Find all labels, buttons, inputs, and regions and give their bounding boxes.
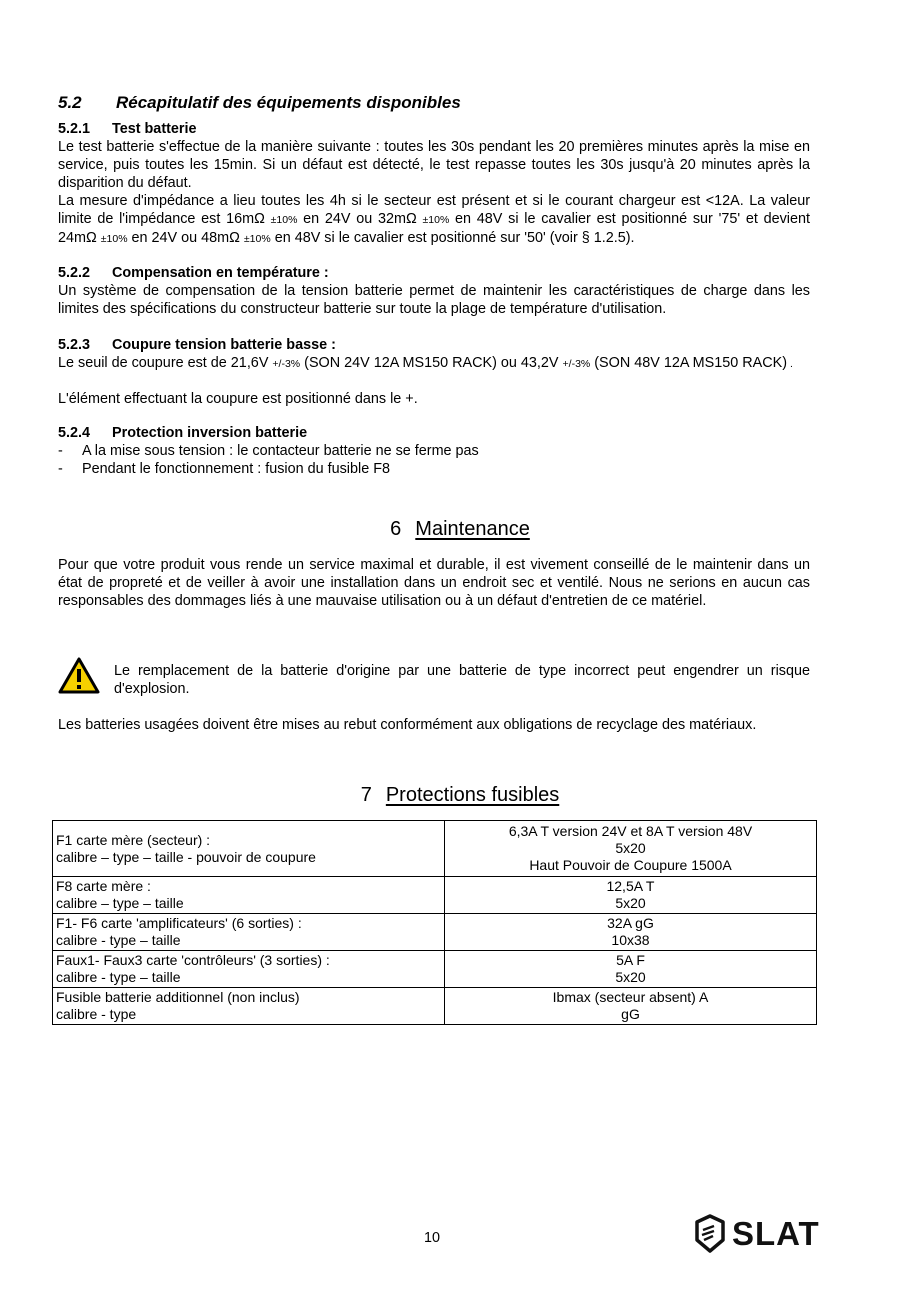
tolerance: ±10% [270, 214, 298, 226]
heading-5-2-1 [58, 120, 197, 138]
heading-number: 5.2.1 [58, 121, 91, 137]
text: La mesure d'impédance a lieu toutes les 4h si le secteur est présent et si le courant chargeur est <12A. La valeur limite de l'impédance est 16mΩ [58, 193, 810, 227]
fuse-description [53, 877, 445, 914]
text: en 48V si le cavalier est positionné sur '75' et devient 24mΩ [58, 211, 810, 246]
warning-text: Le remplacement de la batterie d'origine par une batterie de type incorrect peut engendrer un risque d'explosion. [114, 663, 810, 697]
logo-text: SLAT [732, 1215, 820, 1252]
table-row [53, 821, 817, 877]
text: Ibmax (secteur absent) A [552, 989, 709, 1005]
coupure-paragraph [58, 354, 810, 373]
section-number: 7 [360, 784, 372, 806]
impedance-paragraph [58, 192, 810, 248]
text: . [787, 358, 793, 370]
list-item: - Pendant le fonctionnement : fusion du fusible F8 [0, 460, 820, 478]
section-number: 5.2 [58, 93, 82, 112]
text: 5x20 [615, 895, 646, 911]
text: (SON 48V 12A MS150 RACK) [590, 355, 788, 371]
section-heading-7 [0, 786, 920, 804]
page-number: 10 [423, 1230, 440, 1246]
fuse-spec [445, 877, 817, 914]
text: Faux1- Faux3 carte 'contrôleurs' (3 sorties) : [56, 952, 330, 968]
tolerance: ±10% [422, 214, 450, 226]
text: en 48V si le cavalier est positionné sur '50' (voir § 1.2.5). [270, 230, 635, 246]
text: (SON 24V 12A MS150 RACK) ou 43,2V [300, 355, 563, 371]
coupure-note: L'élément effectuant la coupure est positionné dans le +. [58, 391, 418, 407]
test-batterie-paragraph: Le test batterie s'effectue de la manière suivante : toutes les 30s pendant les 20 premières minutes après la mise en service, puis toutes les 15min. Si un défaut est détecté, le test repasse toutes les 30s jusqu'à 20 minutes après la disparition du défaut. [58, 139, 810, 191]
section-heading-6 [0, 520, 920, 538]
text: en 24V ou 32mΩ [297, 211, 423, 227]
shield-icon [694, 1214, 726, 1254]
text: calibre – type – taille [56, 895, 184, 911]
heading-5-2-2 [58, 264, 329, 282]
text: calibre - type – taille [56, 969, 181, 985]
text: calibre - type – taille [56, 932, 181, 948]
text: 32A gG [607, 915, 654, 931]
tolerance: +/-3% [272, 358, 301, 370]
section-title: Récapitulatif des équipements disponibles [116, 93, 461, 112]
heading-title: Protection inversion batterie [112, 425, 308, 441]
heading-title: Test batterie [112, 121, 197, 137]
fuse-description [53, 951, 445, 988]
text: en 24V ou 48mΩ [127, 230, 244, 246]
compensation-paragraph: Un système de compensation de la tension batterie permet de maintenir les caractéristiques de charge dans les limites des spécifications du constructeur batterie sur toute la plage de température d'utilisation. [58, 283, 810, 317]
fuse-spec [445, 988, 817, 1025]
text: 5x20 [615, 969, 646, 985]
tolerance: ±10% [243, 233, 271, 245]
text: Fusible batterie additionnel (non inclus) [56, 989, 300, 1005]
text: 12,5A T [606, 878, 655, 894]
text: 5x20 [615, 840, 646, 856]
text: calibre - type [56, 1006, 137, 1022]
fuse-description [53, 988, 445, 1025]
fuse-spec [445, 951, 817, 988]
heading-number: 5.2.3 [58, 337, 91, 353]
text: 5A F [616, 952, 645, 968]
heading-number: 5.2.4 [58, 425, 91, 441]
table-row [53, 877, 817, 914]
tolerance: ±10% [100, 233, 128, 245]
fuse-spec [445, 821, 817, 877]
text: F1 carte mère (secteur) : [56, 831, 211, 848]
section-number: 6 [390, 518, 402, 540]
heading-number: 5.2.2 [58, 265, 91, 281]
section-title: Maintenance [415, 518, 530, 540]
text: F8 carte mère : [56, 878, 151, 894]
tolerance: +/-3% [562, 358, 591, 370]
table-row [53, 951, 817, 988]
text: Haut Pouvoir de Coupure 1500A [529, 857, 732, 873]
text: 6,3A T version 24V et 8A T version 48V [508, 823, 753, 839]
slat-logo [694, 1214, 820, 1254]
fuse-description [53, 914, 445, 951]
list-item: - A la mise sous tension : le contacteur batterie ne se ferme pas [0, 442, 820, 460]
section-heading-5-2 [58, 94, 461, 112]
warning-icon [58, 657, 100, 695]
heading-title: Coupure tension batterie basse : [112, 337, 336, 353]
text: gG [621, 1006, 640, 1022]
text: calibre – type – taille - pouvoir de coupure [56, 848, 316, 865]
fuse-description [53, 821, 445, 877]
text: Le seuil de coupure est de 21,6V [58, 355, 273, 371]
text: 10x38 [611, 932, 650, 948]
section-title: Protections fusibles [385, 784, 560, 806]
maintenance-paragraph: Pour que votre produit vous rende un service maximal et durable, il est vivement conseillé de le maintenir dans un état de propreté et de veiller à avoir une installation dans un endroit sec et ventilé. Nous ne serions en aucun cas responsables des dommages liés à une mauvaise utilisation ou à un défaut d'entretien de ce matériel. [58, 557, 810, 609]
heading-5-2-4 [58, 424, 307, 442]
text: F1- F6 carte 'amplificateurs' (6 sorties) : [56, 915, 302, 931]
fuse-table [52, 820, 817, 1025]
heading-title: Compensation en température : [112, 265, 329, 281]
fuse-spec [445, 914, 817, 951]
table-row [53, 988, 817, 1025]
heading-5-2-3 [58, 336, 336, 354]
table-row [53, 914, 817, 951]
inversion-list [0, 442, 820, 478]
recycling-paragraph: Les batteries usagées doivent être mises au rebut conformément aux obligations de recyclage des matériaux. [58, 717, 757, 733]
